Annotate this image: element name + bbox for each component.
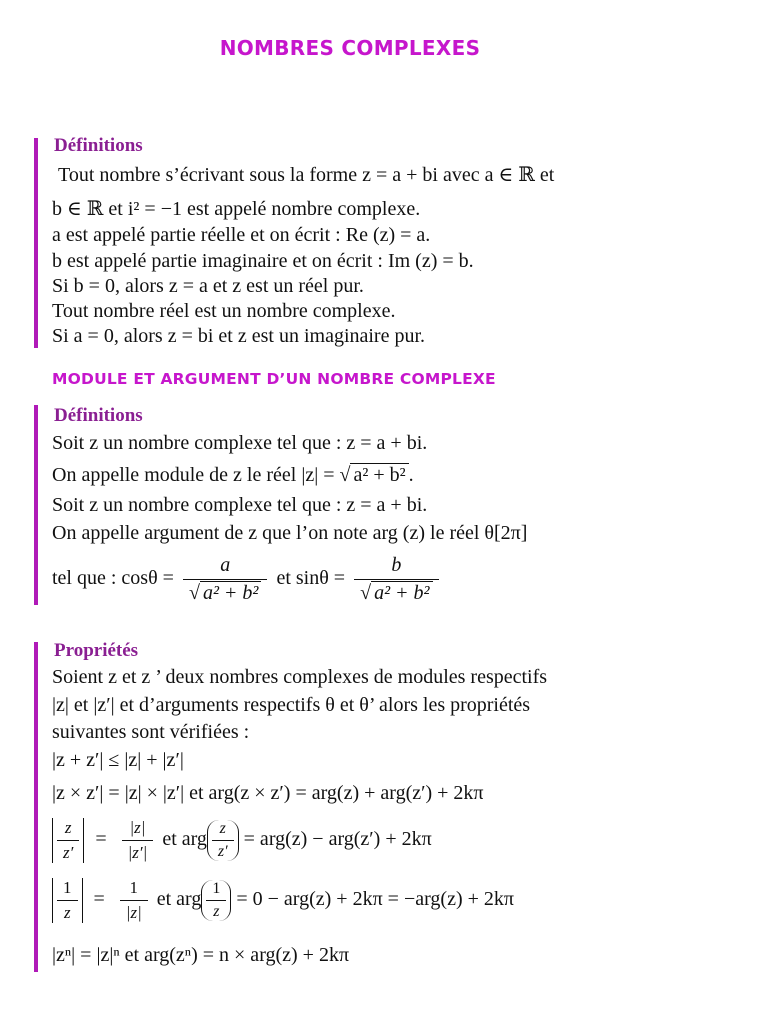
properties-heading: Propriétés bbox=[54, 640, 139, 661]
numerator: a bbox=[220, 554, 231, 576]
property-product: |z × z′| = |z| × |z′| et arg(z × z′) = arg(z) + arg(z′) + 2kπ bbox=[52, 782, 484, 804]
property-inverse: $\frac{1}{z}$ = $\frac{1}{|z|}$ et arg $\frac{1}{z}$ = 0 − arg(z) + 2kπ = −arg(z) + 2kπ bbox=[52, 878, 514, 923]
definitions-heading: Définitions bbox=[54, 135, 143, 156]
numerator: 1 bbox=[57, 878, 78, 901]
numerator: 1 bbox=[120, 878, 148, 901]
numerator: z bbox=[64, 818, 72, 837]
definition-line: Tout nombre s’écrivant sous la forme z = a + bi avec a ∈ ℝ et bbox=[58, 164, 555, 186]
section-bar bbox=[34, 138, 38, 348]
module-formula-line: On appelle module de z le réel |z| = √ a² + b² . bbox=[52, 464, 414, 486]
numerator: 1 bbox=[206, 880, 226, 901]
property-intro-line: Soient z et z ’ deux nombres complexes de modules respectifs bbox=[52, 666, 548, 688]
property-power: |zⁿ| = |z|ⁿ et arg(zⁿ) = n × arg(z) + 2kπ bbox=[52, 944, 350, 966]
fraction: $\frac{a}{\text{√ a² + b²}}$ bbox=[183, 554, 267, 605]
denominator: |z′| bbox=[127, 843, 148, 862]
square-root: √ a² + b² bbox=[340, 462, 409, 488]
section-bar bbox=[34, 405, 38, 605]
property-intro-line: |z| et |z′| et d’arguments respectifs θ et θ’ alors les propriétés bbox=[52, 694, 531, 716]
sin-label: et sinθ = bbox=[276, 567, 346, 590]
section-bar bbox=[34, 642, 38, 972]
denominator: z bbox=[213, 903, 220, 920]
page-title: NOMBRES COMPLEXES bbox=[219, 36, 481, 60]
definitions-heading: Définitions bbox=[54, 405, 143, 426]
denominator: a² + b² bbox=[202, 582, 259, 604]
denominator: a² + b² bbox=[374, 582, 430, 604]
denominator: z′ bbox=[217, 843, 228, 860]
property-intro-line: suivantes sont vérifiées : bbox=[52, 721, 250, 743]
denominator: |z| bbox=[125, 903, 142, 922]
section-title-module-argument: MODULE ET ARGUMENT D’UN NOMBRE COMPLEXE bbox=[52, 370, 496, 388]
radicand: a² + b² bbox=[350, 463, 408, 486]
property-triangle-inequality: |z + z′| ≤ |z| + |z′| bbox=[52, 749, 184, 771]
definition-line: Si b = 0, alors z = a et z est un réel pur. bbox=[52, 275, 364, 297]
definition-line: b est appelé partie imaginaire et on écrit : Im (z) = b. bbox=[52, 250, 474, 272]
inverse-result: = 0 − arg(z) + 2kπ = −arg(z) + 2kπ bbox=[236, 888, 514, 911]
absolute-value bbox=[52, 818, 84, 863]
numerator: |z| bbox=[129, 818, 146, 837]
argument-definition-line: Soit z un nombre complexe tel que : z = a + bi. bbox=[52, 494, 428, 516]
fraction: $\frac{b}{\text{√ a² + b²}}$ bbox=[354, 554, 438, 605]
parenthesis bbox=[207, 820, 239, 861]
arg-label: et arg bbox=[162, 828, 207, 851]
module-formula-text: On appelle module de z le réel |z| = bbox=[52, 464, 335, 486]
parenthesis bbox=[201, 880, 231, 921]
denominator: z′ bbox=[63, 843, 74, 862]
quotient-result: = arg(z) − arg(z′) + 2kπ bbox=[243, 828, 432, 851]
cos-label: tel que : cosθ = bbox=[52, 567, 174, 590]
numerator: b bbox=[391, 554, 402, 576]
denominator: z bbox=[63, 903, 71, 922]
definition-line: a est appelé partie réelle et on écrit : Re (z) = a. bbox=[52, 224, 431, 246]
property-quotient: $\frac{z}{z'}$ = $\frac{|z|}{|z'|}$ et arg $\frac{z}{z'}$ = arg(z) − arg(z′) + 2kπ bbox=[52, 818, 432, 863]
module-definition-line: Soit z un nombre complexe tel que : z = a + bi. bbox=[52, 432, 428, 454]
argument-definition-line: On appelle argument de z que l’on note arg (z) le réel θ[2π] bbox=[52, 522, 528, 544]
absolute-value bbox=[52, 878, 83, 923]
cos-sin-formula bbox=[52, 554, 443, 605]
definition-line: Si a = 0, alors z = bi et z est un imaginaire pur. bbox=[52, 325, 426, 347]
arg-label: et arg bbox=[156, 888, 202, 911]
definition-line: Tout nombre réel est un nombre complexe. bbox=[52, 300, 396, 322]
numerator: z bbox=[219, 820, 226, 837]
definition-line: b ∈ ℝ et i² = −1 est appelé nombre complexe. bbox=[52, 198, 421, 220]
